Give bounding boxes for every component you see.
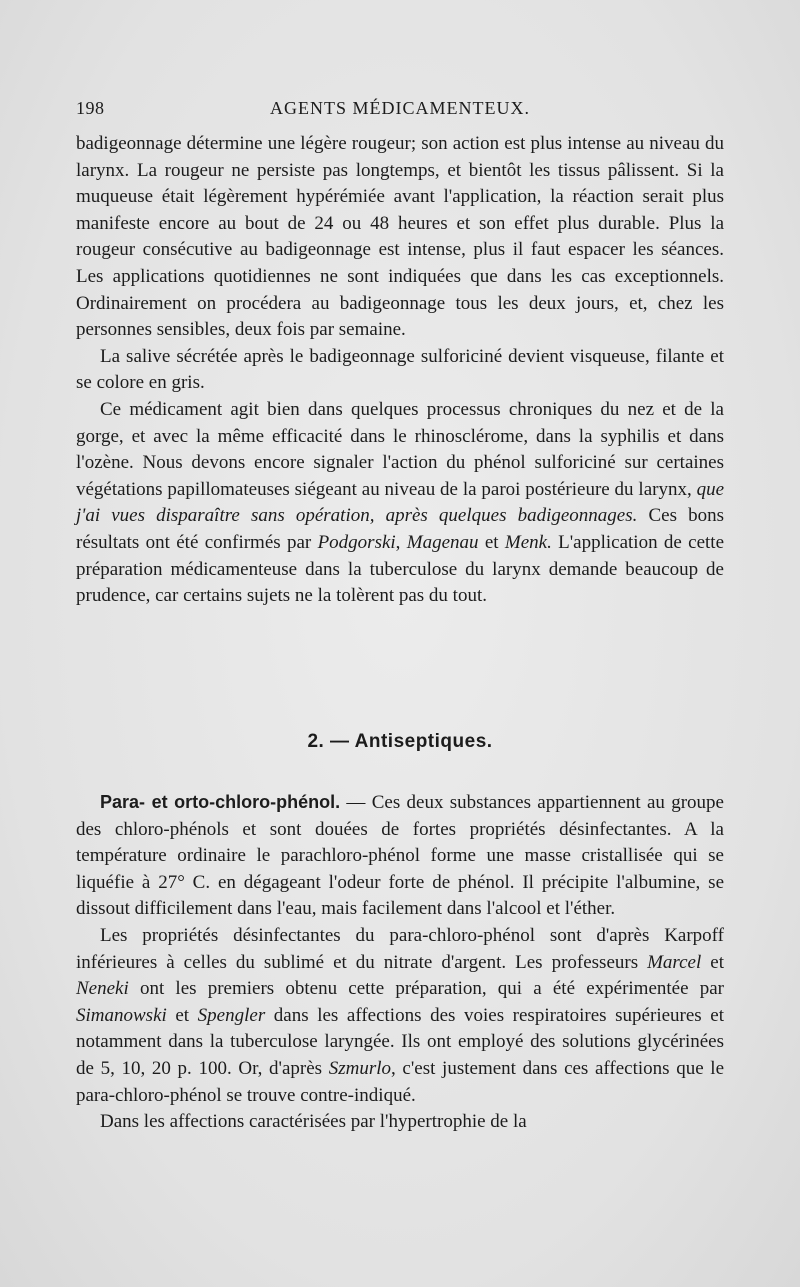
paragraph: Les propriétés désinfectantes du para-chloro-phénol sont d'après Karpoff inférieures à celles du sublimé et du nitrate d'argent. Les professeurs Marcel et Neneki ont les premiers obtenu cette préparation, qui a été expérimentée par Simanowski et Spengler dans les affections des voies respiratoires supérieures et notamment dans la tuberculose laryngée. Ils ont employé des solutions glycérinées de 5, 10, 20 p. 100. Or, d'après Szmurlo, c'est justement dans ces affections que le para-chloro-phénol se trouve contre-indiqué. <box>76 924 725 1106</box>
author-name: Szmurlo <box>328 1057 392 1079</box>
running-title: AGENTS MÉDICAMENTEUX. <box>270 98 530 118</box>
author-name: Spengler <box>197 1004 266 1026</box>
section-heading: 2. — Antiseptiques. <box>307 731 493 752</box>
text-block-antiseptiques <box>76 789 724 1136</box>
author-name: Simanowski <box>76 1004 167 1026</box>
running-header <box>76 98 724 122</box>
paragraph: badigeonnage détermine une légère rougeur; son action est plus intense au niveau du larynx. La rougeur ne persiste pas longtemps, et bientôt les tissus pâlissent. Si la muqueuse était légèrement hypérémiée avant l'application, la réaction serait plus manifeste encore au bout de 24 ou 48 heures et son effet plus durable. Plus la rougeur consécutive au badigeonnage est intense, plus il faut espacer les séances. Les applications quotidiennes ne sont indiquées que dans les cas exceptionnels. Ordinairement on procédera au badigeonnage tous les deux jours, et, chez les personnes sensibles, deux fois par semaine. <box>76 133 724 341</box>
italic-phrase: que j'ai vues disparaître sans opération, après quelques badigeonnages. <box>76 478 724 527</box>
author-name: Podgorski <box>317 531 396 553</box>
paragraph: Ce médicament agit bien dans quelques processus chroniques du nez et de la gorge, et avec la même efficacité dans le rhinosclérome, dans la syphilis et dans l'ozène. Nous devons encore signaler l'action du phénol sulforiciné sur certaines végétations papillomateuses siégeant au niveau de la paroi postérieure du larynx, que j'ai vues disparaître sans opération, après quelques badigeonnages. Ces bons résultats ont été confirmés par Podgorski, Magenau et Menk. L'application de cette préparation médicamenteuse dans la tuberculose du larynx demande beaucoup de prudence, car certains sujets ne la tolèrent pas du tout. <box>76 398 725 607</box>
page-number: 198 <box>76 98 105 118</box>
paragraph: Para- et orto-chloro-phénol. — Ces deux substances appartiennent au groupe des chloro-phénols et sont douées de fortes propriétés désinfectantes. A la température ordinaire le parachloro-phénol forme une masse cristallisée qui se liquéfie à 27° C. en dégageant l'odeur forte de phénol. Il précipite l'albumine, se dissout difficilement dans l'eau, mais facilement dans l'alcool et l'éther. <box>76 792 724 920</box>
author-name: Marcel <box>647 951 702 973</box>
subheading: Para- et orto-chloro-phénol. <box>100 792 341 812</box>
paragraph: Dans les affections caractérisées par l'hypertrophie de la <box>100 1111 527 1133</box>
text-block-badigeonnage <box>76 131 724 610</box>
author-name: Magenau <box>406 531 479 553</box>
author-name: Neneki <box>76 978 129 1000</box>
author-name: Menk. <box>504 531 552 553</box>
paragraph: La salive sécrétée après le badigeonnage sulforiciné devient visqueuse, filante et se colore en gris. <box>76 345 724 394</box>
